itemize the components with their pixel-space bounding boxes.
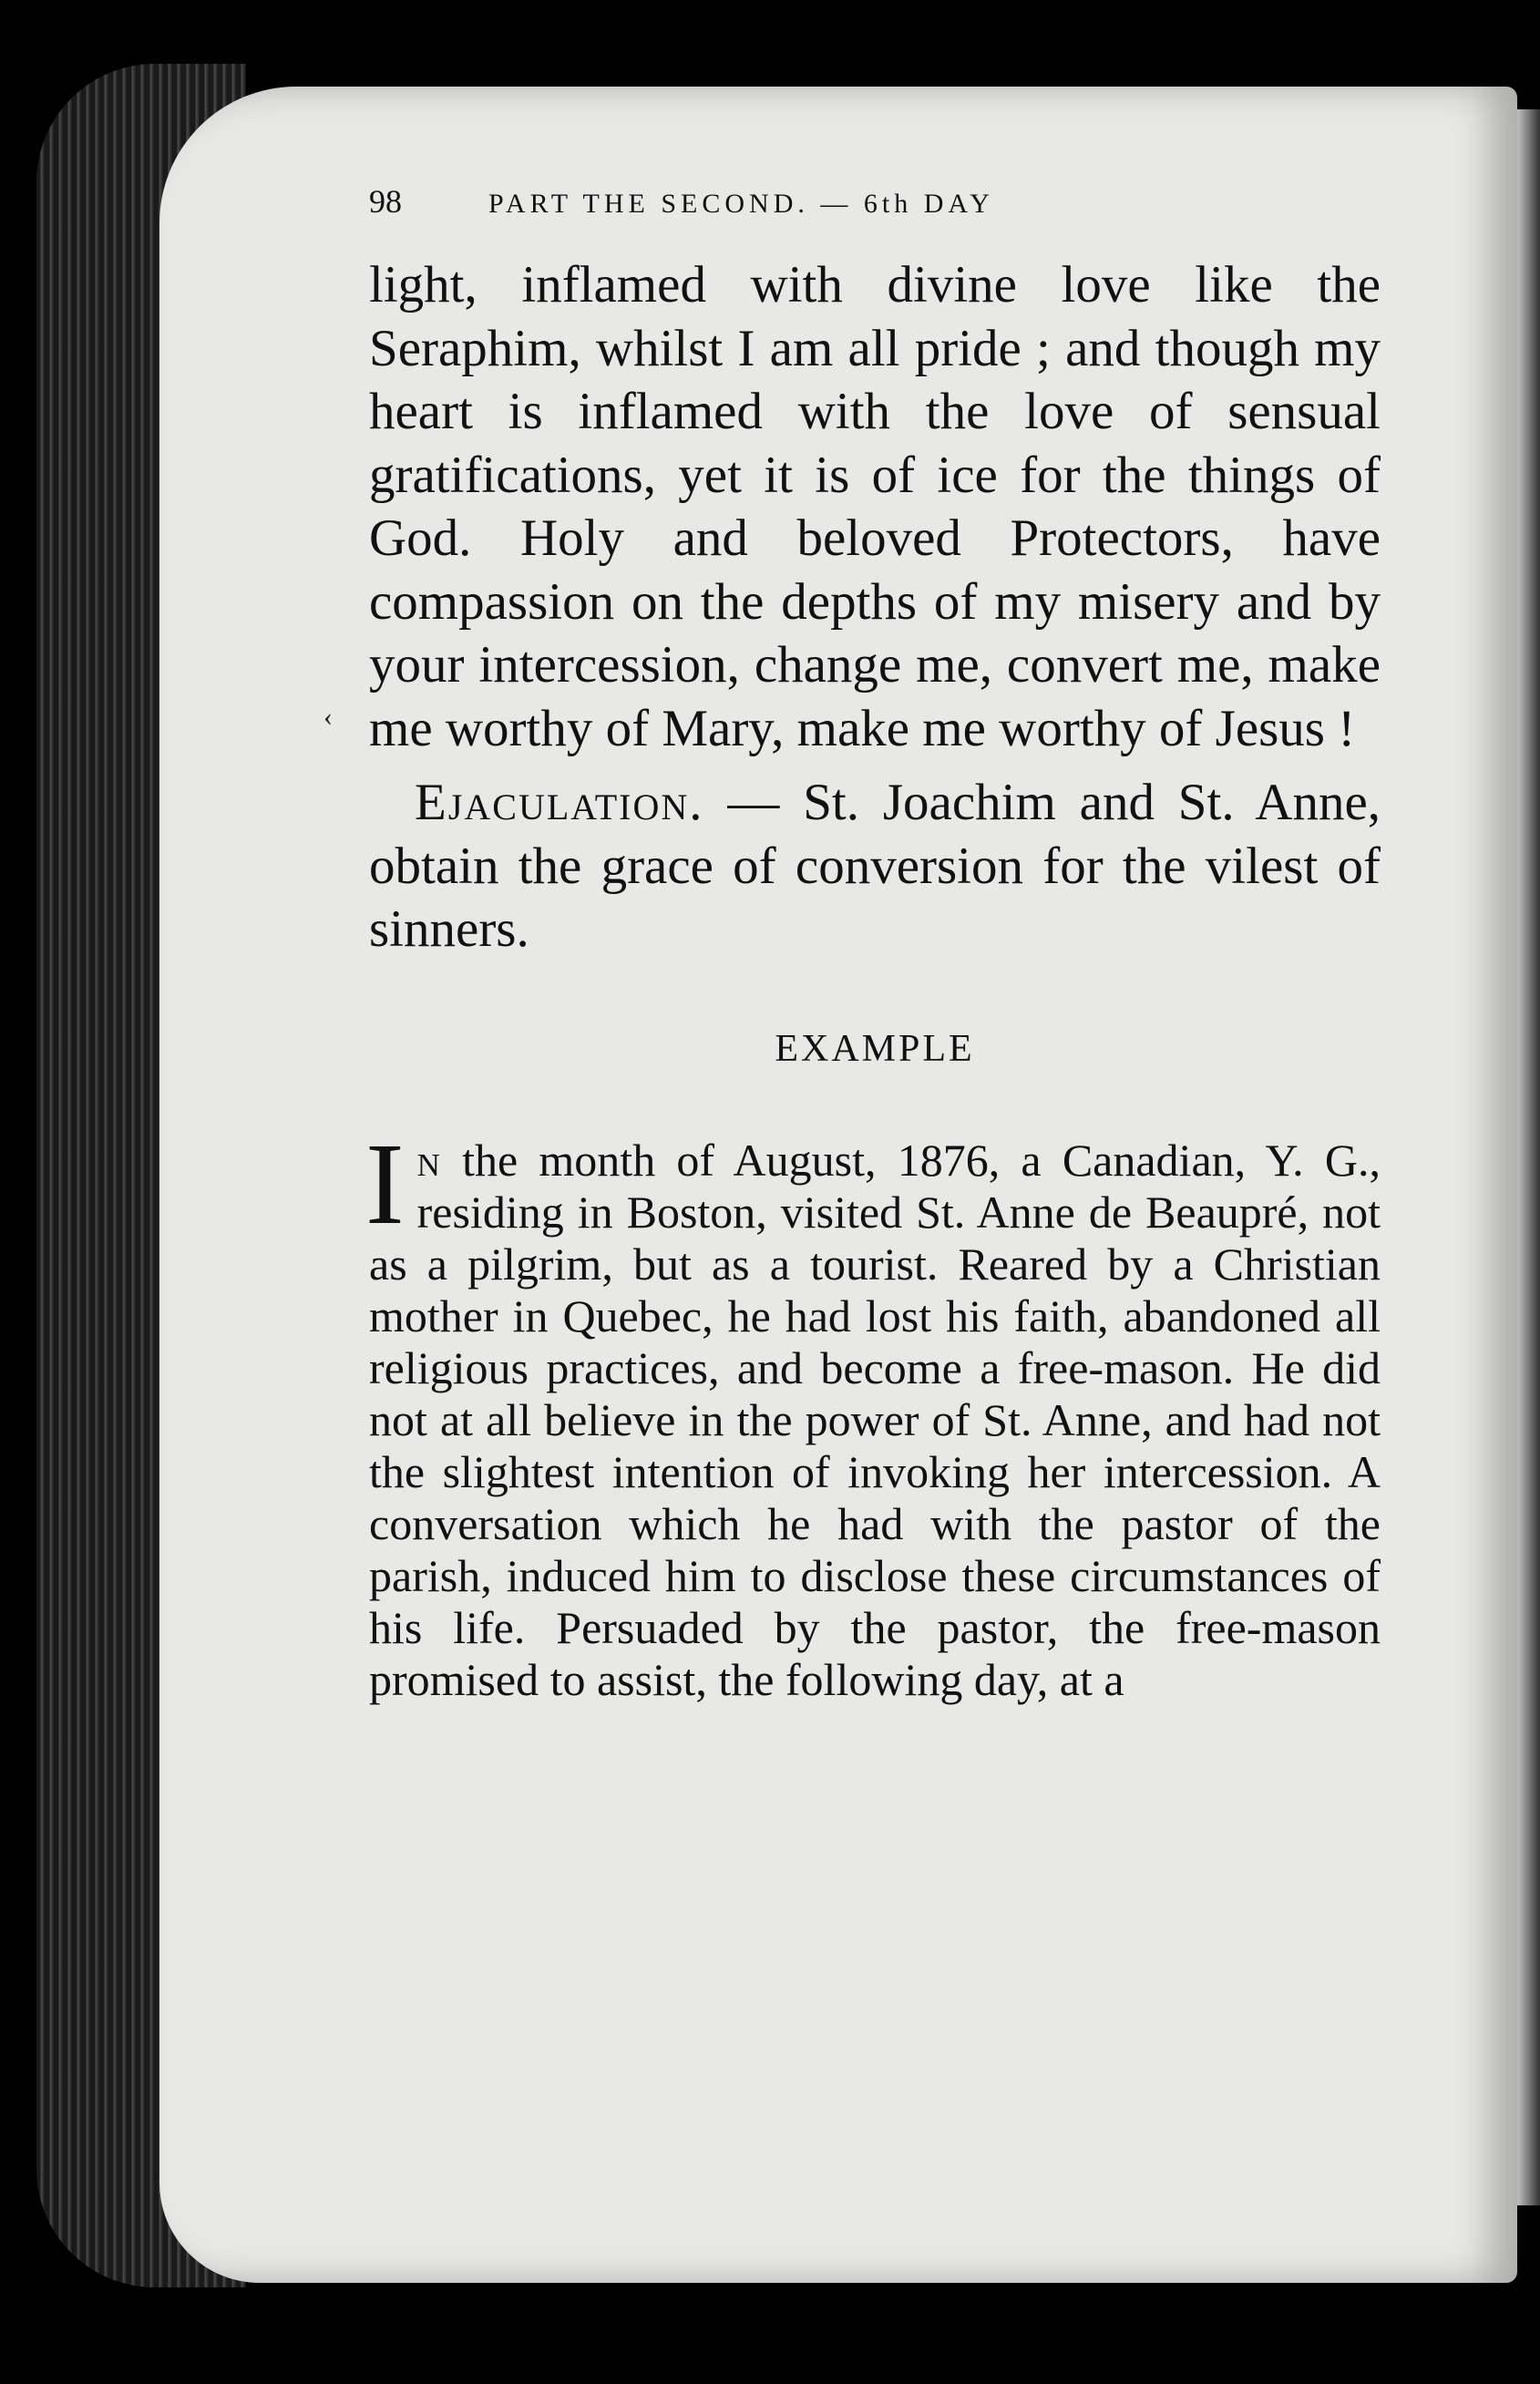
ejaculation-text: — St. Joachim and St. Anne, obtain the grace of conversion for the vilest of sinners. — [369, 774, 1381, 958]
example-paragraph — [365, 1118, 1381, 1706]
page-number: 98 — [369, 183, 402, 220]
drop-cap: I — [365, 1118, 405, 1249]
running-head — [369, 182, 1381, 237]
running-title: PART THE SECOND. — 6th DAY — [488, 189, 994, 219]
first-word-rest: n — [416, 1134, 441, 1186]
section-heading: EXAMPLE — [775, 1027, 975, 1070]
page-content — [365, 182, 1381, 1706]
margin-mark: ‹ — [323, 702, 333, 732]
ejaculation-label: Ejaculation. — [415, 774, 704, 831]
ejaculation-paragraph — [369, 771, 1381, 961]
example-text: the month of August, 1876, a Canadian, Y. G., residing in Boston, visited St. Anne de Beaupré, not as a pilgrim, but as a tourist. Reared by a Christian mother in Quebec, he had lost his faith, abandoned all religious practices, and become a free-mason. He did not at all believe in the power of St. Anne, and had not the slightest intention of invoking her intercession. A conversation which he had with the pastor of the parish, induced him to disclose these circumstances of his life. Persuaded by the pastor, the free-mason promised to assist, the following day, at a — [369, 1134, 1381, 1705]
prayer-paragraph: light, inflamed with divine love like the Seraphim, whilst I am all pride ; and though my heart is inflamed with the love of sensual gratifications, yet it is of ice for the things of God. Holy and beloved Protectors, have compassion on the depths of my misery and by your intercession, change me, convert me, make me worthy of Mary, make me worthy of Jesus ! — [369, 256, 1381, 757]
